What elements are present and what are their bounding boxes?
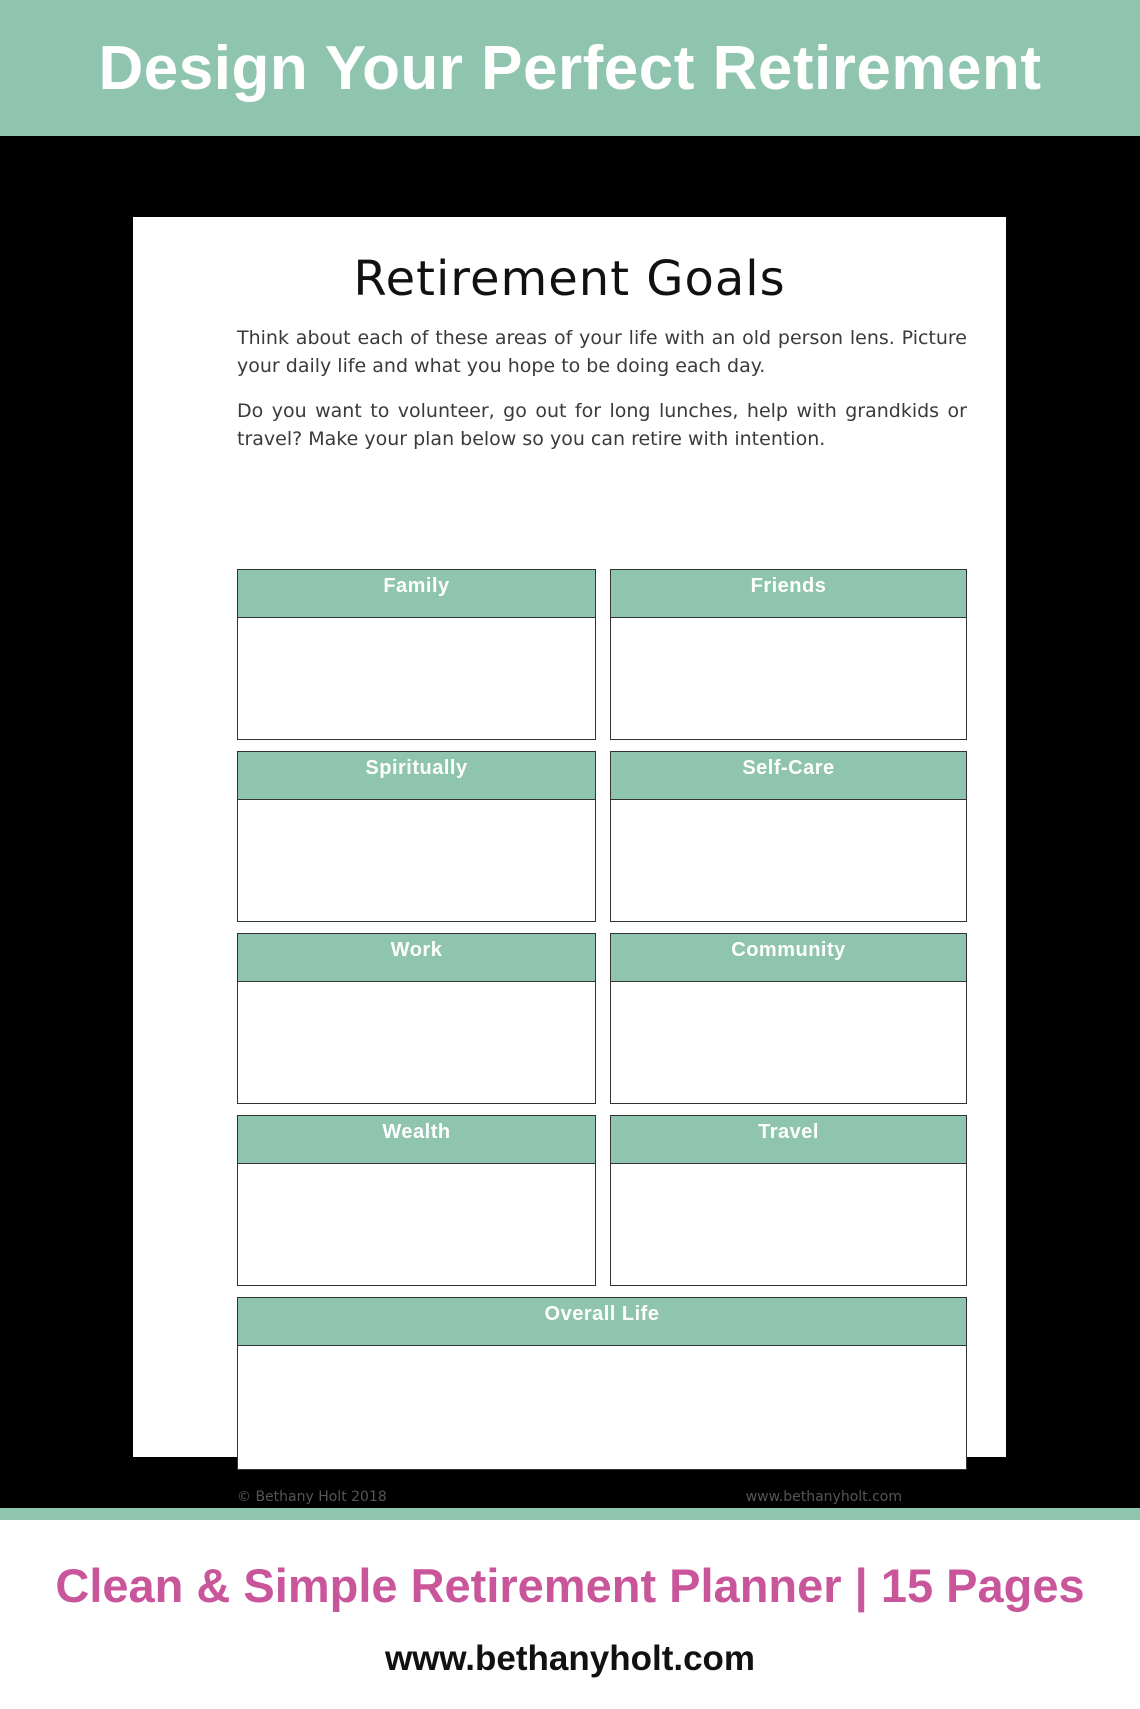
worksheet-title: Retirement Goals (353, 251, 786, 307)
goal-box-spiritually (237, 751, 596, 922)
goal-box-header: Community (611, 934, 966, 982)
goal-box-wealth (237, 1115, 596, 1286)
goal-box-header: Friends (611, 570, 966, 618)
goal-box-header: Family (238, 570, 595, 618)
top-banner (0, 0, 1140, 136)
goal-box-self-care (610, 751, 967, 922)
goal-box-travel (610, 1115, 967, 1286)
website-link[interactable]: www.bethanyholt.com (384, 1639, 756, 1678)
image-frame (0, 136, 1140, 1508)
worksheet-url: www.bethanyholt.com (745, 1489, 902, 1505)
goal-box-header: Overall Life (238, 1298, 966, 1346)
goal-box-header: Spiritually (238, 752, 595, 800)
goal-box-work (237, 933, 596, 1104)
goal-box-header: Self-Care (611, 752, 966, 800)
intro-paragraph-1: Think about each of these areas of your life with an old person lens. Picture your daily life and what you hope to be doing each day. (237, 327, 967, 377)
product-subtitle: Clean & Simple Retirement Planner | 15 Pages (55, 1559, 1085, 1612)
goal-box-family (237, 569, 596, 740)
copyright-note: © Bethany Holt 2018 (237, 1489, 387, 1505)
goal-box-header: Travel (611, 1116, 966, 1164)
divider-strip (0, 1508, 1140, 1520)
goal-box-overall-life (237, 1297, 967, 1470)
worksheet-page (133, 217, 1006, 1505)
goal-box-friends (610, 569, 967, 740)
goal-box-header: Work (238, 934, 595, 982)
banner-title: Design Your Perfect Retirement (98, 33, 1042, 103)
goal-box-header: Wealth (238, 1116, 595, 1164)
intro-paragraph-2: Do you want to volunteer, go out for long lunches, help with grandkids or travel? Make your plan below so you can retire with intention. (237, 400, 967, 450)
goal-box-community (610, 933, 967, 1104)
